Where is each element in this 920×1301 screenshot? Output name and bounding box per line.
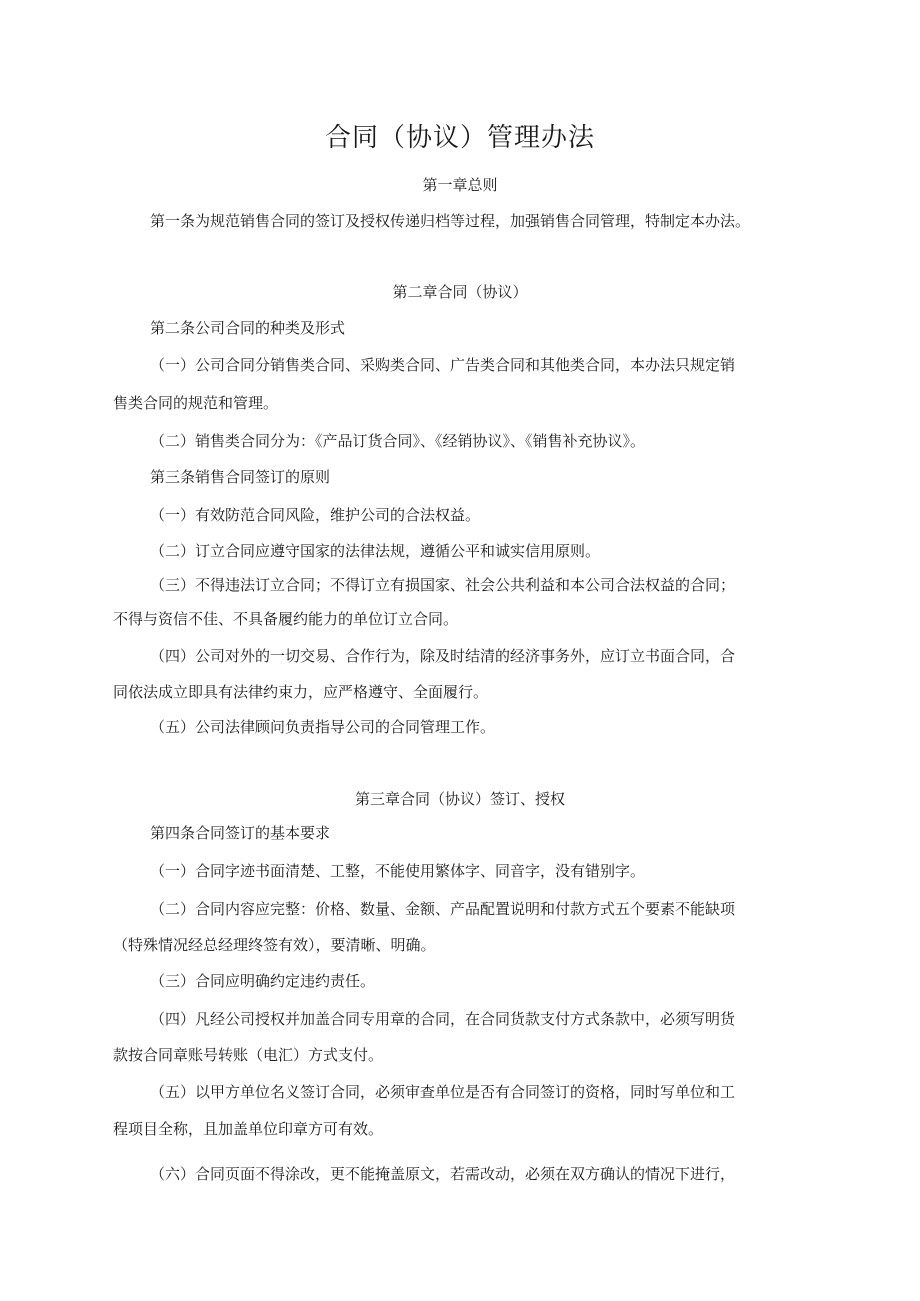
article-2-item-1-line-2: 售类合同的规范和管理。 (113, 394, 279, 412)
article-4-item-5-line-1: （五）以甲方单位名义签订合同，必须审查单位是否有合同签订的资格，同时写单位和工 (150, 1083, 736, 1101)
article-3-item-3-line-2: 不得与资信不佳、不具备履约能力的单位订立合同。 (113, 610, 459, 628)
chapter-3-heading: 第三章合同（协议）签订、授权 (354, 790, 565, 808)
article-4-item-4-line-2: 款按合同章账号转账（电汇）方式支付。 (113, 1046, 384, 1064)
article-3-heading: 第三条销售合同签订的原则 (150, 468, 331, 486)
article-4-item-1: （一）合同字迹书面清楚、工整，不能使用繁体字、同音字，没有错别字。 (150, 862, 646, 880)
article-4-heading: 第四条合同签订的基本要求 (150, 824, 331, 842)
article-4-item-2-line-1: （二）合同内容应完整：价格、数量、金额、产品配置说明和付款方式五个要素不能缺项 (150, 900, 736, 918)
article-2-item-2: （二）销售类合同分为：《产品订货合同》、《经销协议》、《销售补充协议》。 (150, 432, 646, 450)
article-3-item-4-line-2: 同依法成立即具有法律约束力，应严格遵守、全面履行。 (113, 683, 489, 701)
article-3-item-3-line-1: （三）不得违法订立合同；不得订立有损国家、社会公共利益和本公司合法权益的合同； (150, 576, 736, 594)
article-2-heading: 第二条公司合同的种类及形式 (150, 319, 346, 337)
article-3-item-2: （二）订立合同应遵守国家的法律法规，遵循公平和诚实信用原则。 (150, 542, 601, 560)
article-1-text: 第一条为规范销售合同的签订及授权传递归档等过程，加强销售合同管理，特制定本办法。 (150, 212, 751, 230)
article-2-item-1-line-1: （一）公司合同分销售类合同、采购类合同、广告类合同和其他类合同，本办法只规定销 (150, 356, 736, 374)
article-4-item-4-line-1: （四）凡经公司授权并加盖合同专用章的合同，在合同货款支付方式条款中，必须写明货 (150, 1010, 736, 1028)
article-3-item-4-line-1: （四）公司对外的一切交易、合作行为，除及时结清的经济事务外，应订立书面合同，合 (150, 647, 736, 665)
article-4-item-5-line-2: 程项目全称，且加盖单位印章方可有效。 (113, 1120, 384, 1138)
article-4-item-2-line-2: （特殊情况经总经理终签有效），要清晰、明确。 (113, 936, 436, 954)
article-4-item-3: （三）合同应明确约定违约责任。 (150, 972, 376, 990)
article-3-item-5: （五）公司法律顾问负责指导公司的合同管理工作。 (150, 718, 496, 736)
chapter-2-heading: 第二章合同（协议） (392, 283, 528, 301)
chapter-1-heading: 第一章总则 (422, 176, 498, 194)
article-4-item-6-line-1: （六）合同页面不得涂改，更不能掩盖原文，若需改动，必须在双方确认的情况下进行， (150, 1165, 736, 1183)
article-3-item-1: （一）有效防范合同风险，维护公司的合法权益。 (150, 506, 481, 524)
document-title: 合同（协议）管理办法 (324, 123, 595, 153)
